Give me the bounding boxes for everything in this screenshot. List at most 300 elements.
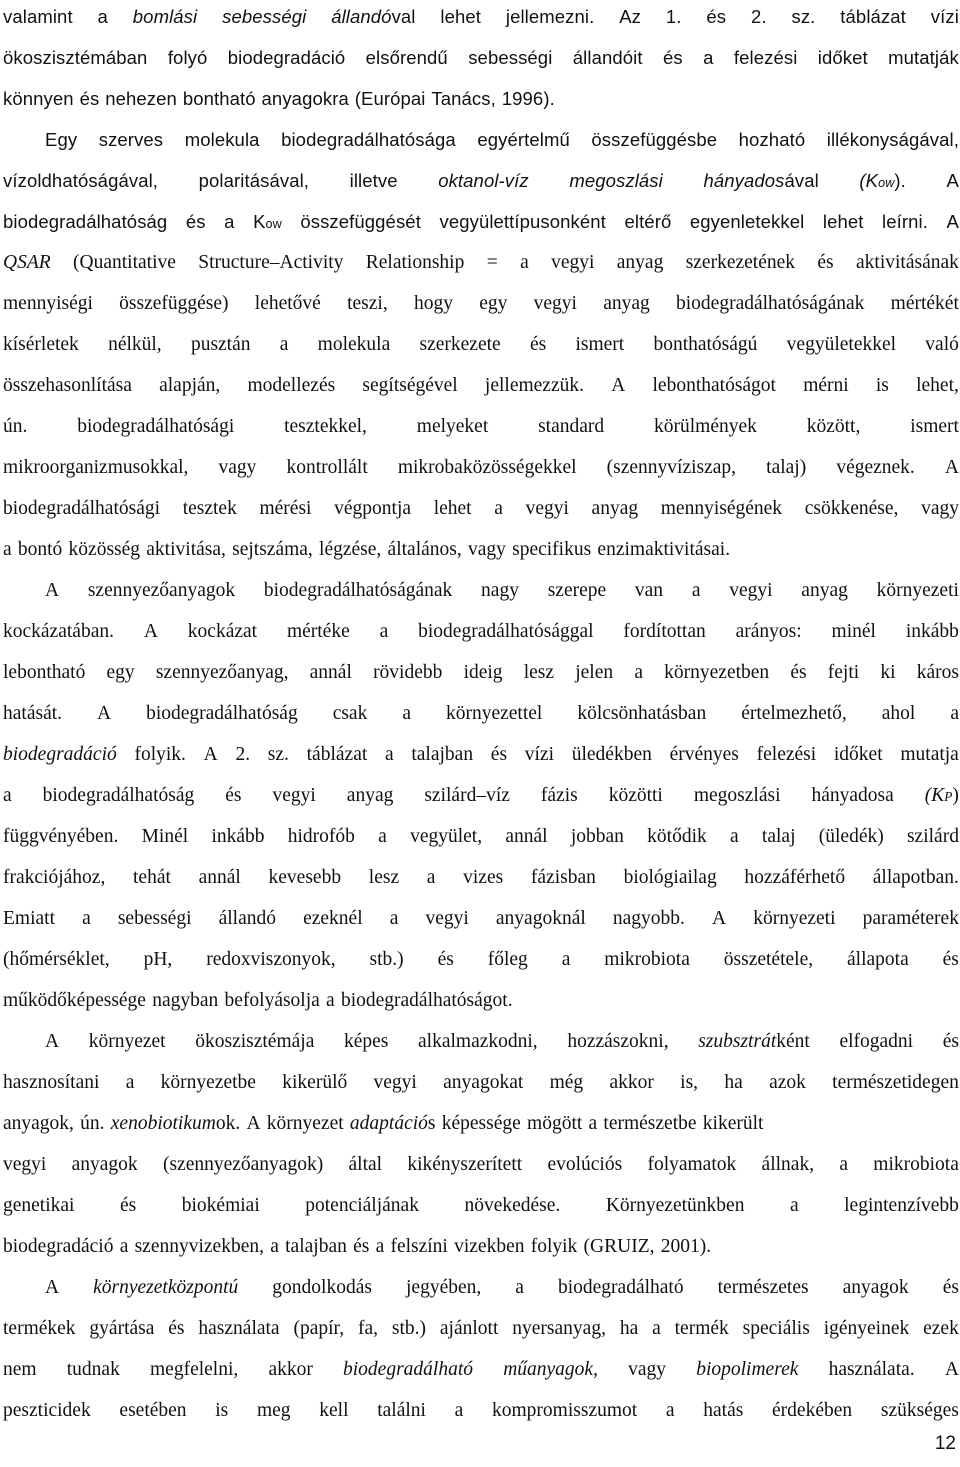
word: [757, 734, 817, 775]
text-run: mennyiségi: [3, 293, 93, 314]
word: [712, 898, 726, 939]
text-run: legintenzívebb: [844, 1195, 959, 1216]
text-run: szilárd–víz: [424, 785, 510, 806]
word: [188, 611, 257, 652]
text-run: hozható: [738, 129, 806, 150]
text-run: kockázatában.: [3, 621, 114, 642]
text-run: lehet: [433, 498, 472, 519]
italic-term: (K: [924, 785, 945, 806]
text-run: val: [391, 6, 416, 27]
word: [3, 37, 147, 78]
word: [527, 1103, 582, 1144]
text-run: a: [375, 1236, 385, 1257]
text-run: a: [520, 252, 529, 273]
text-run: vagy: [628, 1359, 667, 1380]
word: [921, 488, 959, 529]
text-run: 2001).: [660, 1236, 712, 1257]
text-run: biodegradálhatóság: [42, 785, 195, 806]
text-run: A: [944, 1359, 959, 1380]
page-number: 12: [934, 1433, 956, 1454]
text-run: felezési: [756, 744, 817, 765]
word: [613, 898, 685, 939]
word: [262, 78, 349, 119]
word: [418, 611, 593, 652]
word: [945, 447, 959, 488]
word: [512, 529, 591, 570]
text-run: vegyi: [272, 785, 316, 806]
word: [73, 242, 176, 283]
text-run: környezeti: [876, 580, 959, 601]
word: [3, 1103, 74, 1144]
word: [199, 160, 309, 201]
word: [575, 324, 624, 365]
word: [219, 898, 276, 939]
text-run: főleg: [487, 949, 528, 970]
word: [577, 693, 706, 734]
text-run: környezet: [88, 1031, 166, 1052]
word: [257, 1390, 291, 1431]
text-run: és: [942, 1031, 959, 1052]
text-run: A: [246, 1113, 261, 1134]
word: [350, 1103, 436, 1144]
word: [703, 1390, 743, 1431]
word: [3, 980, 146, 1021]
text-run: növekedése.: [464, 1195, 561, 1216]
text-line: [3, 0, 959, 37]
word: [120, 1185, 136, 1226]
word: [876, 365, 889, 406]
text-run: ow: [265, 217, 282, 231]
italic-term: xenobiotikum: [110, 1113, 216, 1134]
word: [355, 78, 426, 119]
word: [481, 570, 519, 611]
text-run: A: [611, 375, 626, 396]
text-run: elfogadni: [839, 1031, 914, 1052]
text-run: a: [3, 539, 12, 560]
word: [269, 857, 342, 898]
word: [947, 201, 959, 242]
text-run: jegyében,: [406, 1277, 482, 1298]
text-run: egy: [479, 293, 508, 314]
text-line: [3, 775, 959, 816]
word: [191, 324, 251, 365]
text-run: ok.: [215, 1113, 241, 1134]
text-run: elsőrendű: [365, 47, 448, 68]
word: [45, 570, 59, 611]
word: [534, 283, 577, 324]
word: [769, 1062, 806, 1103]
text-run: a: [691, 580, 701, 601]
word: [318, 324, 391, 365]
italic-term: megoszlási: [569, 170, 663, 191]
word: [390, 1226, 447, 1267]
word: [152, 980, 218, 1021]
text-run: jobban: [570, 826, 624, 847]
text-run: biodegradálhatóság: [146, 703, 298, 724]
word: [195, 1021, 314, 1062]
word: [377, 1390, 426, 1431]
word: [105, 78, 177, 119]
text-run: anyagoknál: [495, 908, 586, 929]
word: [398, 447, 577, 488]
text-run: sz.: [791, 6, 816, 27]
text-run: mutatja: [900, 744, 959, 765]
word: [82, 898, 91, 939]
word: [3, 160, 158, 201]
word: [829, 1349, 915, 1390]
word: [530, 324, 546, 365]
text-run: jelen: [575, 662, 614, 683]
text-line: [3, 406, 959, 447]
text-run: ként: [776, 1031, 810, 1052]
text-run: való: [925, 334, 959, 355]
text-run: Minél: [141, 826, 189, 847]
word: [468, 529, 506, 570]
text-run: vízi: [930, 6, 959, 27]
word: [366, 242, 465, 283]
text-line: [3, 1021, 959, 1062]
text-run: aktivitása,: [146, 539, 226, 560]
word: [204, 734, 218, 775]
text-run: ával: [784, 170, 819, 191]
text-run: =: [486, 252, 498, 273]
text-run: a: [384, 744, 394, 765]
word: [739, 119, 806, 160]
word: [156, 652, 289, 693]
word: [331, 0, 415, 37]
word: [706, 0, 726, 37]
text-run: kevesebb: [268, 867, 342, 888]
word: [358, 1308, 378, 1349]
word: [319, 1390, 348, 1431]
text-run: anyagok,: [3, 1113, 74, 1134]
word: [575, 652, 613, 693]
word: [880, 652, 895, 693]
word: [3, 611, 114, 652]
word: [843, 1267, 909, 1308]
word: [538, 406, 604, 447]
word: [690, 201, 804, 242]
text-run: anyag: [603, 293, 650, 314]
text-line: [3, 324, 959, 365]
text-run: szilárd: [906, 826, 959, 847]
text-run: vegyi: [525, 498, 569, 519]
word: [859, 160, 906, 201]
text-run: kikerülő: [282, 1072, 348, 1093]
text-run: paraméterek: [862, 908, 959, 929]
word: [133, 857, 171, 898]
body-text: [3, 0, 959, 1431]
word: [817, 242, 833, 283]
text-run: 2.: [750, 6, 767, 27]
text-run: ha: [724, 1072, 743, 1093]
word: [390, 898, 399, 939]
text-run: és: [706, 6, 727, 27]
text-run: felezési: [733, 47, 798, 68]
text-run: egyenletekkel: [689, 211, 805, 232]
text-run: közötti: [608, 785, 663, 806]
word: [126, 1062, 135, 1103]
italic-term: műanyagok,: [503, 1359, 598, 1380]
word: [362, 365, 457, 406]
word: [442, 1103, 521, 1144]
word: [206, 939, 335, 980]
text-run: ajánlott: [439, 1318, 499, 1339]
italic-term: állandó: [331, 6, 392, 27]
word: [882, 693, 916, 734]
text-run: a: [279, 334, 289, 355]
word: [834, 734, 883, 775]
text-run: illékonyságával,: [826, 129, 959, 150]
word: [592, 488, 639, 529]
word: [307, 734, 368, 775]
word: [67, 1349, 120, 1390]
word: [3, 1390, 91, 1431]
word: [832, 1062, 959, 1103]
text-line: [3, 939, 959, 980]
text-run: anyagokra: [261, 88, 349, 109]
word: [502, 78, 555, 119]
text-line: [3, 1267, 959, 1308]
text-run: biodegradálható: [557, 1277, 684, 1298]
text-run: biodegradálhatóságának: [676, 293, 865, 314]
text-run: a: [426, 867, 436, 888]
word: [844, 1185, 959, 1226]
text-run: ismert: [575, 334, 625, 355]
word: [198, 1308, 279, 1349]
text-run: anyag: [346, 785, 394, 806]
text-run: egy: [106, 662, 135, 683]
text-run: melyeket: [416, 416, 489, 437]
word: [550, 1062, 584, 1103]
word: [840, 0, 906, 37]
text-run: a: [378, 826, 387, 847]
text-run: mögött: [527, 1113, 583, 1134]
text-run: szennyezőanyag,: [155, 662, 289, 683]
word: [370, 939, 404, 980]
word: [703, 37, 713, 78]
word: [199, 857, 241, 898]
italic-term: szubsztrát: [698, 1031, 777, 1052]
word: [3, 898, 55, 939]
word: [661, 1226, 711, 1267]
text-line: [3, 734, 959, 775]
italic-term: biodegradáció: [3, 744, 117, 765]
text-run: biodegradálhatósága: [281, 129, 456, 150]
word: [525, 734, 554, 775]
text-run: szennyvizekben,: [134, 1236, 264, 1257]
text-run: K: [253, 211, 266, 232]
text-run: potenciáljának: [305, 1195, 419, 1216]
text-run: által: [348, 1154, 383, 1175]
word: [624, 857, 717, 898]
italic-term: biodegradálható: [343, 1359, 474, 1380]
text-run: szennyezőanyagok: [87, 580, 236, 601]
word: [485, 365, 584, 406]
text-run: között,: [806, 416, 861, 437]
text-run: (GRUIZ,: [583, 1236, 655, 1257]
word: [268, 1349, 312, 1390]
text-run: mértéke: [286, 621, 350, 642]
text-run: teszi,: [347, 293, 388, 314]
word: [906, 611, 959, 652]
word: [135, 1226, 264, 1267]
word: [287, 611, 350, 652]
text-run: a: [3, 785, 12, 806]
word: [366, 37, 448, 78]
word: [341, 980, 513, 1021]
text-line: [3, 242, 959, 283]
word: [635, 570, 663, 611]
text-run: vegyülettípusonként: [439, 211, 606, 232]
text-run: természetes: [717, 1277, 809, 1298]
word: [417, 406, 488, 447]
word: [3, 529, 12, 570]
text-run: ha: [619, 1318, 639, 1339]
word: [3, 283, 93, 324]
text-run: ökoszisztémában: [3, 47, 148, 68]
text-run: anyagok: [71, 1154, 138, 1175]
word: [676, 283, 864, 324]
word: [925, 775, 959, 816]
word: [119, 1390, 186, 1431]
text-run: peszticidek: [3, 1400, 91, 1421]
word: [111, 1103, 240, 1144]
text-run: hányadosa: [811, 785, 894, 806]
word: [787, 324, 896, 365]
text-run: s: [427, 1113, 436, 1134]
text-run: időket: [817, 47, 868, 68]
text-run: standard: [538, 416, 605, 437]
text-run: ezeknél: [303, 908, 363, 929]
text-run: A: [946, 170, 959, 191]
text-run: meg: [256, 1400, 291, 1421]
italic-term: oktanol-víz: [438, 170, 529, 191]
word: [623, 611, 705, 652]
word: [3, 1349, 37, 1390]
word: [477, 119, 570, 160]
word: [186, 201, 206, 242]
italic-term: (K: [859, 170, 879, 191]
text-run: szerkezete: [419, 334, 501, 355]
text-run: mérni: [803, 375, 849, 396]
text-run: nélkül,: [108, 334, 162, 355]
word: [925, 324, 959, 365]
word: [734, 37, 798, 78]
text-run: fázis: [540, 785, 578, 806]
text-run: állapota: [847, 949, 909, 970]
italic-term: biopolimerek: [696, 1359, 799, 1380]
word: [619, 0, 641, 37]
word: [524, 652, 554, 693]
word: [917, 652, 959, 693]
word: [652, 1308, 661, 1349]
word: [463, 857, 503, 898]
text-run: táblázat: [840, 6, 906, 27]
word: [246, 1103, 260, 1144]
text-run: képes: [343, 1031, 389, 1052]
text-line: [3, 78, 959, 119]
word: [567, 1021, 668, 1062]
word: [839, 1021, 913, 1062]
word: [77, 406, 234, 447]
word: [647, 1144, 736, 1185]
text-run: a: [119, 1236, 129, 1257]
word: [89, 1308, 154, 1349]
text-run: mutatják: [888, 47, 959, 68]
word: [446, 693, 542, 734]
word: [89, 1021, 166, 1062]
text-run: annál: [505, 826, 548, 847]
text-run: ismert: [910, 416, 959, 437]
word: [349, 1144, 383, 1185]
text-run: ezek: [923, 1318, 959, 1339]
word: [134, 734, 185, 775]
text-run: A: [712, 908, 727, 929]
word: [443, 1062, 523, 1103]
word: [228, 37, 346, 78]
text-run: és: [119, 1195, 137, 1216]
word: [272, 1267, 372, 1308]
text-run: összefüggése): [119, 293, 229, 314]
text-run: sebességi: [117, 908, 192, 929]
text-run: közösség: [68, 539, 141, 560]
text-run: lehet: [822, 211, 864, 232]
text-run: légzése,: [319, 539, 382, 560]
text-run: sejtszáma,: [232, 539, 313, 560]
text-run: enzimaktivitásai.: [597, 539, 731, 560]
text-run: gyártása: [89, 1318, 155, 1339]
text-run: kötődik: [647, 826, 707, 847]
text-run: kockázat: [187, 621, 258, 642]
text-run: van: [634, 580, 664, 601]
word: [503, 1349, 598, 1390]
word: [247, 365, 335, 406]
text-run: annál: [309, 662, 352, 683]
word: [819, 816, 884, 857]
text-run: végeznek.: [836, 457, 915, 478]
word: [232, 529, 313, 570]
text-run: lebonthatóságot: [652, 375, 776, 396]
word: [211, 816, 264, 857]
text-run: lehet: [440, 6, 481, 27]
italic-term: ow: [878, 176, 895, 190]
text-run: nagyobb.: [612, 908, 685, 929]
text-run: modellezés: [247, 375, 336, 396]
word: [856, 242, 959, 283]
text-run: nem: [3, 1359, 37, 1380]
word: [3, 734, 117, 775]
italic-term: QSAR: [3, 252, 51, 273]
text-run: a: [125, 1072, 135, 1093]
text-run: a: [588, 1113, 598, 1134]
text-run: folyó: [167, 47, 208, 68]
word: [425, 898, 468, 939]
text-line: [3, 570, 959, 611]
word: [931, 0, 959, 37]
text-run: anyagokat: [443, 1072, 524, 1093]
word: [288, 816, 355, 857]
text-run: lehetővé: [254, 293, 321, 314]
word: [609, 775, 663, 816]
word: [661, 488, 782, 529]
word: [45, 119, 77, 160]
word: [161, 1062, 256, 1103]
text-run: megoszlási: [693, 785, 781, 806]
text-run: kikerült: [702, 1113, 764, 1134]
word: [3, 365, 132, 406]
word: [836, 447, 915, 488]
